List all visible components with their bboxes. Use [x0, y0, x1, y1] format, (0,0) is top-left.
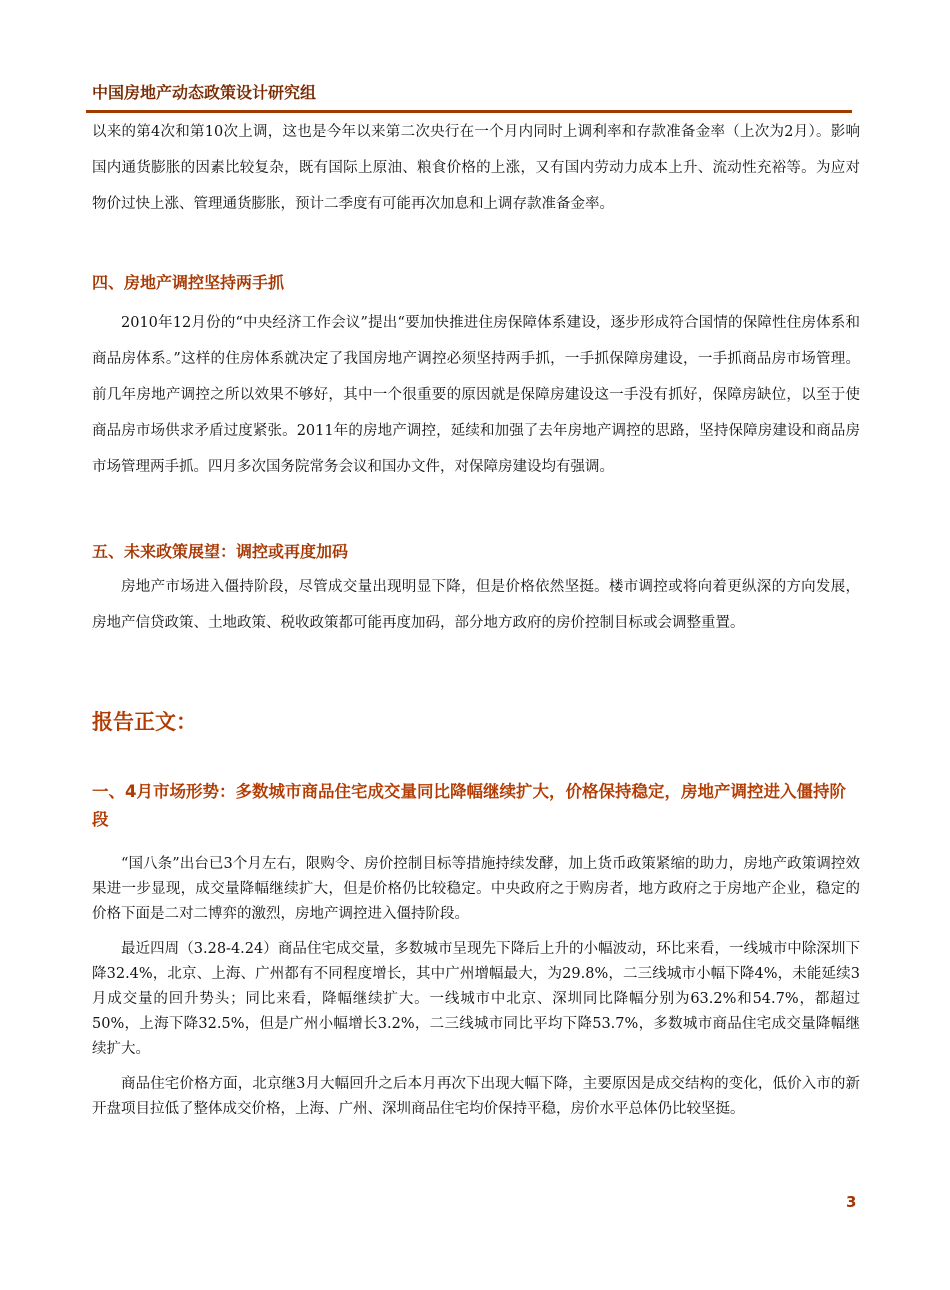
report-paragraph: “国八条”出台已3个月左右，限购令、房价控制目标等措施持续发酵，加上货币政策紧缩的助力，房地产政策调控效果进一步显现，成交量降幅继续扩大，但是价格仍比较稳定。中央政府之于购房者，地方政府之于房地产企业，稳定的价格下面是二对二博弈的激烈，房地产调控进入僵持阶段。 [92, 856, 860, 922]
running-header: 中国房地产动态政策设计研究组 [92, 83, 317, 102]
section-5-heading: 五、未来政策展望：调控或再度加码 [92, 542, 349, 561]
section-4-heading: 四、房地产调控坚持两手抓 [92, 273, 285, 292]
section-4-block [92, 305, 860, 485]
page-number: 3 [846, 1193, 857, 1211]
report-body-heading: 报告正文： [92, 710, 197, 734]
header-rule [86, 110, 852, 113]
report-section-1-heading: 一、4月市场形势：多数城市商品住宅成交量同比降幅继续扩大，价格保持稳定，房地产调控进入僵持阶段 [92, 782, 846, 829]
report-paragraph: 最近四周（3.28-4.24）商品住宅成交量，多数城市呈现先下降后上升的小幅波动，环比来看，一线城市中除深圳下降32.4%，北京、上海、广州都有不同程度增长，其中广州增幅最大，为29.8%，二三线城市小幅下降4%，未能延续3月成交量的回升势头；同比来看，降幅继续扩大。一线城市中北京、深圳同比降幅分别为63.2%和54.7%，都超过50%，上海下降32.5%，但是广州小幅增长3.2%，二三线城市同比平均下降53.7%，多数城市商品住宅成交量降幅继续扩大。 [92, 941, 860, 1057]
section-4-paragraph: 2010年12月份的“中央经济工作会议”提出“要加快推进住房保障体系建设，逐步形成符合国情的保障性住房体系和商品房体系。”这样的住房体系就决定了我国房地产调控必须坚持两手抓，一手抓保障房建设，一手抓商品房市场管理。前几年房地产调控之所以效果不够好，其中一个很重要的原因就是保障房建设这一手没有抓好，保障房缺位，以至于使商品房市场供求矛盾过度紧张。2011年的房地产调控，延续和加强了去年房地产调控的思路，坚持保障房建设和商品房市场管理两手抓。四月多次国务院常务会议和国办文件，对保障房建设均有强调。 [92, 315, 860, 475]
report-section-1-body [92, 852, 860, 1122]
section-5-block [92, 569, 860, 641]
summary-continuation-paragraph: 以来的第4次和第10次上调，这也是今年以来第二次央行在一个月内同时上调利率和存款准备金率（上次为2月）。影响国内通货膨胀的因素比较复杂，既有国际上原油、粮食价格的上涨，又有国内劳动力成本上升、流动性充裕等。为应对物价过快上涨、管理通货膨胀，预计二季度有可能再次加息和上调存款准备金率。 [92, 124, 860, 212]
report-paragraph: 商品住宅价格方面，北京继3月大幅回升之后本月再次下出现大幅下降，主要原因是成交结构的变化，低价入市的新开盘项目拉低了整体成交价格，上海、广州、深圳商品住宅均价保持平稳，房价水平总体仍比较坚挺。 [92, 1076, 860, 1117]
section-5-paragraph: 房地产市场进入僵持阶段，尽管成交量出现明显下降，但是价格依然坚挺。楼市调控或将向着更纵深的方向发展，房地产信贷政策、土地政策、税收政策都可能再度加码，部分地方政府的房价控制目标或会调整重置。 [92, 579, 860, 631]
summary-continuation-block [92, 114, 860, 222]
